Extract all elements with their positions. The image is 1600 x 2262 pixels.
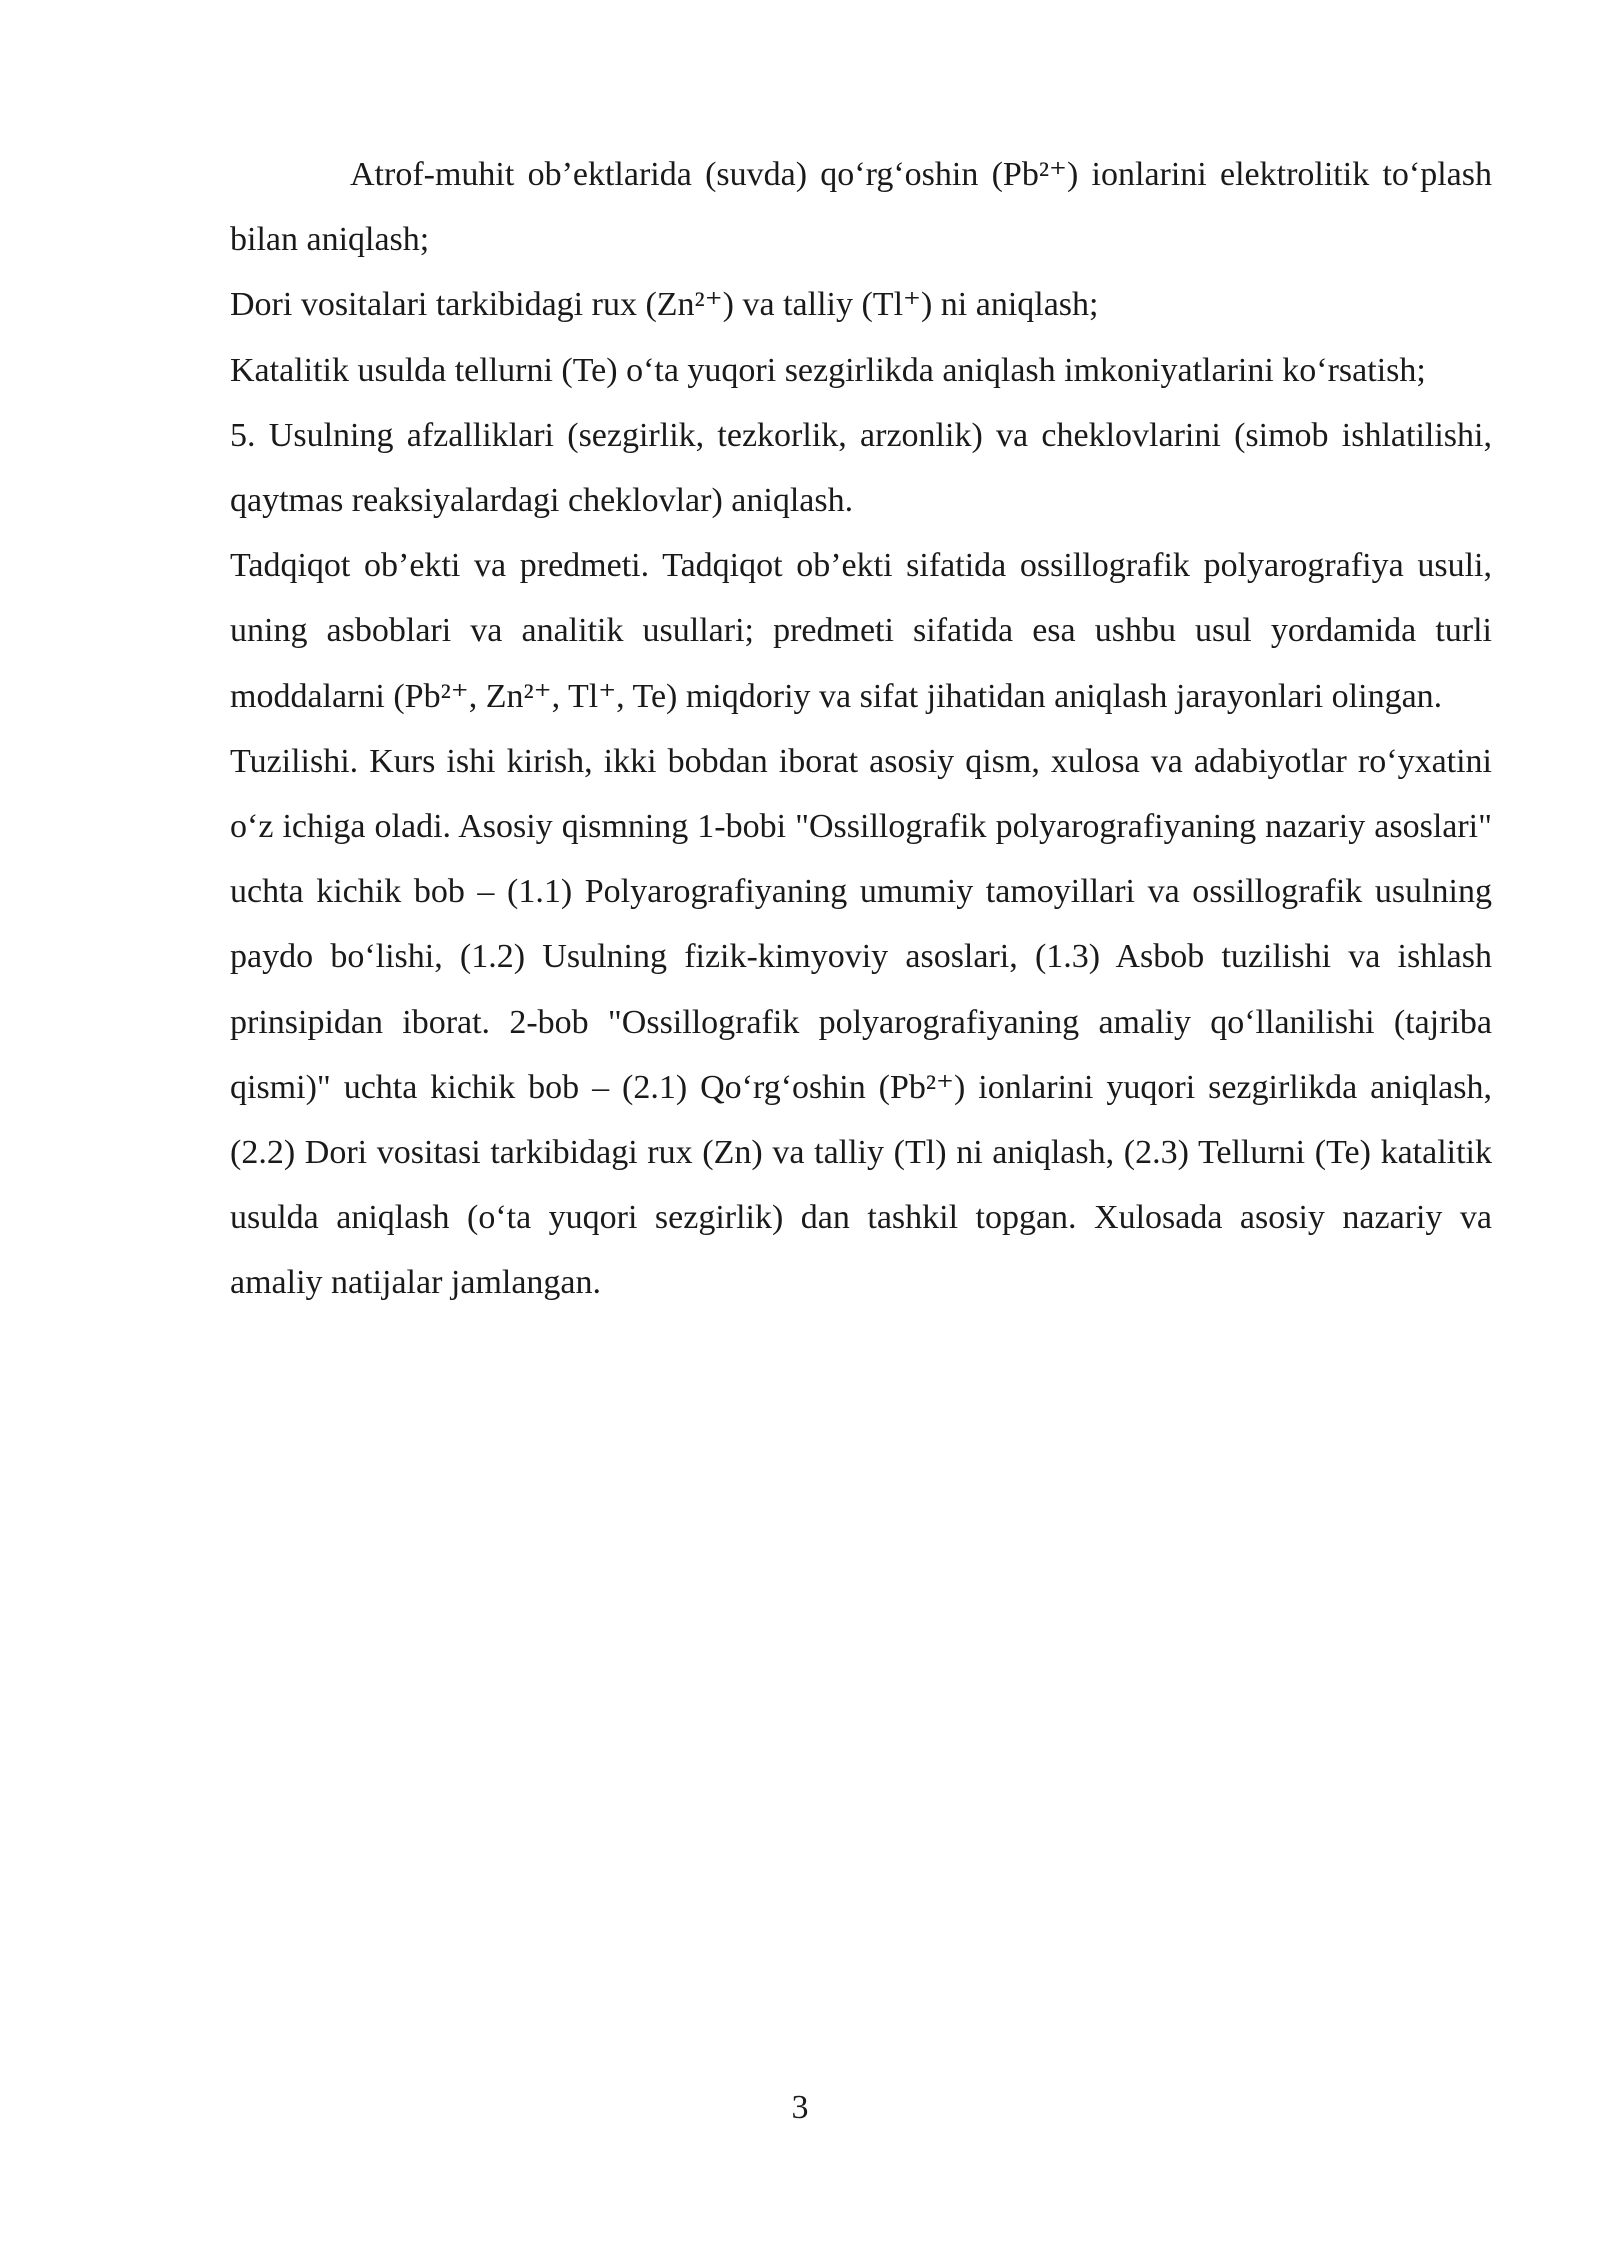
paragraph-objective-lead: Atrof-muhit ob’ektlarida (suvda) qo‘rg‘oshin (Pb²⁺) ionlarini elektrolitik to‘plash bilan aniqlash; xyxy=(230,156,1492,259)
page-body xyxy=(230,142,1492,1316)
paragraph-objective-zinc-thallium: Dori vositalari tarkibidagi rux (Zn²⁺) va talliy (Tl⁺) ni aniqlash; xyxy=(230,286,1099,324)
paragraph-object-and-subject: Tadqiqot ob’ekti va predmeti. Tadqiqot ob’ekti sifatida ossillografik polyarografiya usuli, uning asboblari va analitik usullari; predmeti sifatida esa ushbu usul yordamida turli moddalarni (Pb²⁺, Zn²⁺, Tl⁺, Te) miqdoriy va sifat jihatidan aniqlash jarayonlari olingan. xyxy=(230,547,1492,715)
page-number: 3 xyxy=(791,2089,809,2126)
paragraph-objective-advantages: 5. Usulning afzalliklari (sezgirlik, tezkorlik, arzonlik) va cheklovlarini (simob ishlatilishi, qaytmas reaksiyalardagi cheklovlar) aniqlash. xyxy=(230,416,1492,520)
paragraph-objective-tellurium: Katalitik usulda tellurni (Te) o‘ta yuqori sezgirlikda aniqlash imkoniyatlarini ko‘rsatish; xyxy=(230,351,1426,389)
paragraph-structure: Tuzilishi. Kurs ishi kirish, ikki bobdan iborat asosiy qism, xulosa va adabiyotlar ro‘yxatini o‘z ichiga oladi. Asosiy qismning 1-bobi "Ossillografik polyarografiyaning nazariy asoslari" uchta kichik bob – (1.1) Polyarografiyaning umumiy tamoyillari va ossillografik usulning paydo bo‘lishi, (1.2) Usulning fizik-kimyoviy asoslari, (1.3) Asbob tuzilishi va ishlash prinsipidan iborat. 2-bob "Ossillografik polyarografiyaning amaliy qo‘llanilishi (tajriba qismi)" uchta kichik bob – (2.1) Qo‘rg‘oshin (Pb²⁺) ionlarini yuqori sezgirlikda aniqlash, (2.2) Dori vositasi tarkibidagi rux (Zn) va talliy (Tl) ni aniqlash, (2.3) Tellurni (Te) katalitik usulda aniqlash (o‘ta yuqori sezgirlik) dan tashkil topgan. Xulosada asosiy nazariy va amaliy natijalar jamlangan. xyxy=(230,742,1492,1302)
